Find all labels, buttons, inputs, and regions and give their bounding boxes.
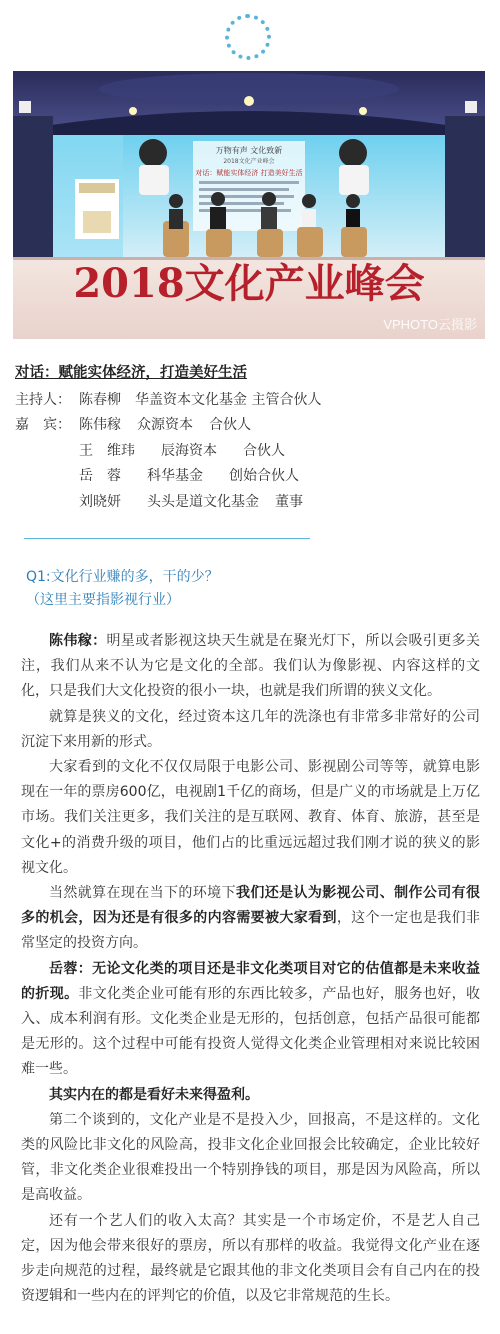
host-value: 陈春柳 华盖资本文化基金 主管合伙人 — [79, 391, 322, 408]
watermark-text: VPHOTO云摄影 — [383, 317, 477, 332]
guests-label: 嘉 宾： — [15, 417, 71, 433]
guest-line — [15, 464, 485, 490]
guest-role: 合伙人 — [243, 442, 285, 459]
article-body — [21, 629, 480, 1309]
emphasis-text: 我们还是认为影视公司、制作公司有很多的机会，因为还是有很多的内容需要被大家看到 — [21, 885, 481, 927]
screen-line-1: 万物有声 文化致新 — [215, 146, 283, 155]
paragraph: 大家看到的文化不仅仅局限于电影公司、影视剧公司等等，就算电影现在一年的票房600亿，电视剧1千亿的商场，但是广义的市场就是上万亿市场。我们关注更多，我们关注的是互联网、教育、体育、旅游，甚至是文化+的消费升级的项目，他们占的比重远远超过我们刚才说的狭义的影视文化。 — [21, 759, 480, 876]
paragraph — [21, 881, 480, 957]
speaker-name: 陈伟稼： — [49, 633, 107, 649]
paragraph-text: ，这个一定也是我们非常坚定的投资方向。 — [21, 910, 481, 952]
guest-name: 王 维玮 — [79, 442, 135, 459]
screen-line-3: 对话：赋能实体经济 打造美好生活 — [195, 169, 303, 177]
decorative-dotted-circle-icon — [225, 14, 271, 60]
guest-name: 陈伟稼 — [79, 417, 121, 433]
banner-title: 2018文化产业峰会 — [73, 260, 425, 307]
session-header — [15, 361, 485, 515]
question-block — [26, 566, 219, 612]
guest-org: 头头是道文化基金 — [147, 493, 259, 510]
guest-line — [15, 439, 485, 465]
paragraph-text: 非文化类企业可能有形的东西比较多，产品也好，服务也好，收入、成本利润有形。文化类企业是无形的，包括创意，包括产品很可能都是无形的。这个过程中可能有投资人觉得文化类企业管理相对来说比较困难一些。 — [21, 985, 481, 1078]
guest-line — [15, 490, 485, 516]
paragraph-text: 明星或者影视这块天生就是在聚光灯下，所以会吸引更多关注，我们从来不认为它是文化的全部。我们认为像影视、内容这样的文化，只是我们大文化投资的很小一块，也就是我们所谓的狭义文化。 — [21, 633, 481, 700]
guest-role: 合伙人 — [209, 417, 251, 433]
paragraph: 就算是狭义的文化，经过资本这几年的洗涤也有非常多非常好的公司沉淀下来用新的形式。 — [21, 708, 480, 750]
paragraph — [21, 629, 480, 705]
guest-name: 刘晓妍 — [79, 493, 121, 510]
host-line — [15, 388, 485, 414]
guest-org: 辰海资本 — [161, 442, 217, 459]
guest-role: 创始合伙人 — [229, 468, 299, 484]
guest-org: 科华基金 — [147, 468, 203, 484]
section-divider — [24, 538, 310, 539]
paragraph: 还有一个艺人们的收入太高？其实是一个市场定价，不是艺人自己定，因为他会带来很好的票房，所以有那样的收益。我觉得文化产业在逐步走向规范的过程，最终就是它跟其他的非文化类项目会有自己内在的投资逻辑和一些内在的评判它的价值，以及它非常规范的生长。 — [21, 1212, 480, 1305]
question-line-2: （这里主要指影视行业） — [26, 592, 180, 608]
emphasis-text: 岳蓉：无论文化类的项目还是非文化类项目对它的估值都是未来收益的折现。 — [21, 960, 480, 1002]
question-line-1: Q1:文化行业赚的多，干的少？ — [26, 569, 219, 585]
session-title: 对话：赋能实体经济，打造美好生活 — [15, 365, 247, 381]
paragraph-text: 当然就算在现在当下的环境下 — [49, 885, 236, 902]
emphasis-text: 其实内在的都是看好未来得盈利。 — [49, 1086, 259, 1103]
screen-line-2: 2018文化产业峰会 — [223, 158, 275, 165]
guest-line — [15, 413, 485, 439]
conference-photo — [13, 71, 485, 379]
guest-role: 董事 — [275, 493, 303, 510]
stage-illustration — [13, 71, 485, 339]
guest-org: 众源资本 — [137, 417, 193, 433]
paragraph: 第二个谈到的，文化产业是不是投入少，回报高，不是这样的。文化类的风险比非文化的风险高，投非文化企业回报会比较确定，企业比较好管，非文化类企业很难投出一个特别挣钱的项目，那是因为风险高，所以是高收益。 — [21, 1111, 480, 1204]
watermark-logo: 悦界 — [313, 349, 370, 379]
host-label: 主持人： — [15, 391, 71, 408]
paragraph — [21, 957, 480, 1083]
paragraph — [21, 1083, 480, 1108]
guest-name: 岳 蓉 — [79, 468, 121, 484]
